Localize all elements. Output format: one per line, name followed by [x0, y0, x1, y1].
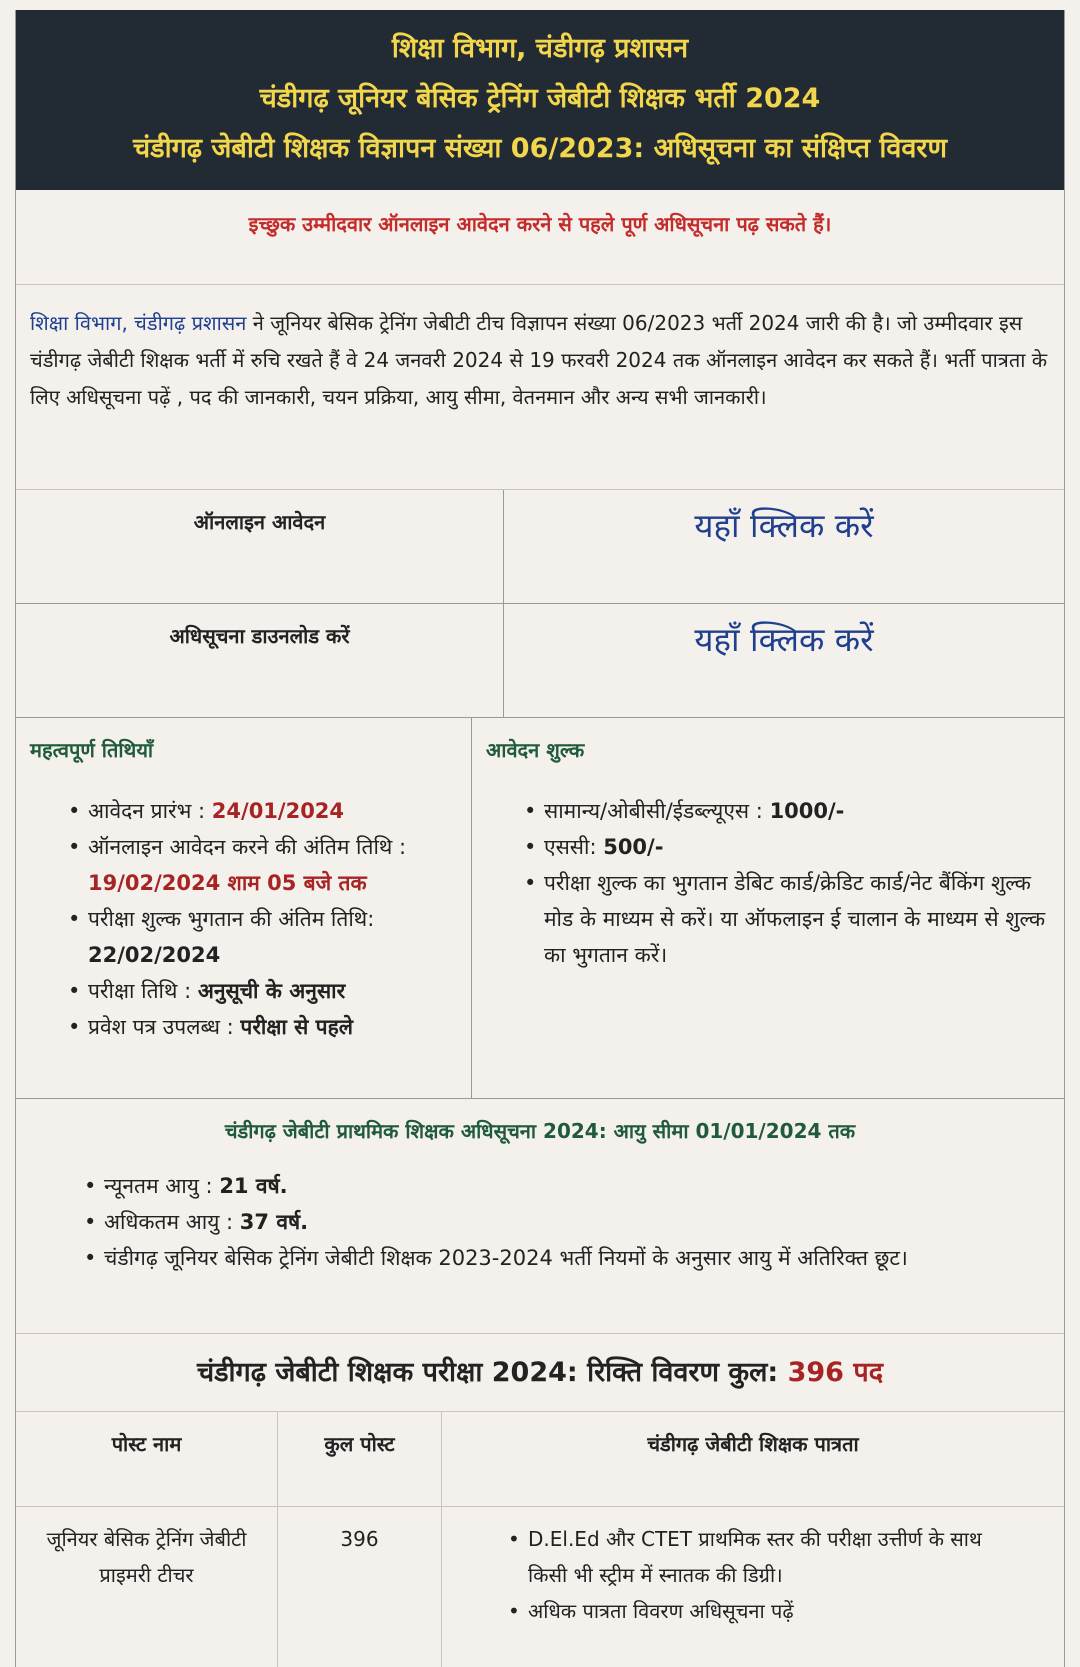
- list-item: • ऑनलाइन आवेदन करने की अंतिम तिथि : 19/02/2024 शाम 05 बजे तक: [30, 829, 457, 901]
- list-item: • परीक्षा तिथि : अनुसूची के अनुसार: [30, 973, 457, 1009]
- list-item: • अधिक पात्रता विवरण अधिसूचना पढ़ें: [442, 1593, 1024, 1629]
- age-limit-section: [16, 1099, 1064, 1334]
- intro-text: ने जूनियर बेसिक ट्रेनिंग जेबीटी टीच विज्ञापन संख्या 06/2023 भर्ती 2024 जारी की है। जो उम्मीदवार इस चंडीगढ़ जेबीटी शिक्षक भर्ती में रुचि रखते हैं वे 24 जनवरी 2024 से 19 फरवरी 2024 तक ऑनलाइन आवेदन कर सकते हैं। भर्ती पात्रता के लिए अधिसूचना पढ़ें , पद की जानकारी, चयन प्रक्रिया, आयु सीमा, वेतनमान और अन्य सभी जानकारी।: [30, 311, 1048, 409]
- column-eligibility: चंडीगढ़ जेबीटी शिक्षक पात्रता: [647, 1432, 859, 1456]
- list-item: • परीक्षा शुल्क का भुगतान डेबिट कार्ड/क्रेडिट कार्ड/नेट बैंकिंग शुल्क मोड के माध्यम से करें। या ऑफलाइन ई चालान के माध्यम से शुल्क का भुगतान करें।: [486, 865, 1050, 973]
- eligibility-list: [442, 1521, 1024, 1629]
- column-post-name: पोस्ट नाम: [16, 1412, 278, 1506]
- vacancy-table-header: [16, 1412, 1064, 1507]
- list-item: • प्रवेश पत्र उपलब्ध : परीक्षा से पहले: [30, 1009, 457, 1045]
- age-limit-list: [16, 1168, 1064, 1276]
- online-apply-row: [16, 490, 1064, 604]
- page-header: [16, 10, 1064, 190]
- application-fee-title: आवेदन शुल्क: [486, 738, 585, 762]
- table-row: [16, 1507, 1064, 1667]
- vacancy-title-text: चंडीगढ़ जेबीटी शिक्षक परीक्षा 2024: रिक्ति विवरण कुल:: [196, 1357, 788, 1388]
- total-posts-cell: 396: [278, 1507, 442, 1667]
- online-apply-link[interactable]: यहाँ क्लिक करें: [694, 506, 874, 545]
- article: [15, 10, 1065, 1667]
- application-fee: [472, 718, 1064, 1098]
- list-item: • आवेदन प्रारंभ : 24/01/2024: [30, 793, 457, 829]
- notification-download-row: [16, 604, 1064, 718]
- list-item: • अधिकतम आयु : 37 वर्ष.: [16, 1204, 1064, 1240]
- important-dates-list: [30, 793, 457, 1045]
- notice-banner: [16, 190, 1064, 285]
- list-item: • एससी: 500/-: [486, 829, 1050, 865]
- online-apply-label: ऑनलाइन आवेदन: [16, 490, 504, 603]
- application-fee-list: [486, 793, 1050, 973]
- important-dates: [16, 718, 472, 1098]
- vacancy-total: 396 पद: [787, 1357, 884, 1388]
- header-advertisement-title: चंडीगढ़ जेबीटी शिक्षक विज्ञापन संख्या 06/2023: अधिसूचना का संक्षिप्त विवरण: [132, 133, 947, 164]
- dates-fees-section: [16, 718, 1064, 1099]
- list-item: • परीक्षा शुल्क भुगतान की अंतिम तिथि: 22/02/2024: [30, 901, 457, 973]
- age-limit-title: चंडीगढ़ जेबीटी प्राथमिक शिक्षक अधिसूचना 2024: आयु सीमा 01/01/2024 तक: [224, 1119, 856, 1143]
- notification-download-link[interactable]: यहाँ क्लिक करें: [694, 620, 874, 659]
- header-recruitment-title: चंडीगढ़ जूनियर बेसिक ट्रेनिंग जेबीटी शिक्षक भर्ती 2024: [259, 83, 821, 114]
- list-item: • सामान्य/ओबीसी/ईडब्ल्यूएस : 1000/-: [486, 793, 1050, 829]
- notice-text: इच्छुक उम्मीदवार ऑनलाइन आवेदन करने से पहले पूर्ण अधिसूचना पढ़ सकते हैं।: [248, 212, 832, 236]
- notification-download-label: अधिसूचना डाउनलोड करें: [16, 604, 504, 717]
- list-item: • न्यूनतम आयु : 21 वर्ष.: [16, 1168, 1064, 1204]
- important-dates-title: महत्वपूर्ण तिथियाँ: [30, 738, 154, 762]
- eligibility-cell: [442, 1507, 1064, 1667]
- column-total-posts: कुल पोस्ट: [278, 1412, 442, 1506]
- intro-paragraph: [16, 285, 1064, 490]
- list-item: • चंडीगढ़ जूनियर बेसिक ट्रेनिंग जेबीटी शिक्षक 2023-2024 भर्ती नियमों के अनुसार आयु में अतिरिक्त छूट।: [16, 1240, 1064, 1276]
- header-department: शिक्षा विभाग, चंडीगढ़ प्रशासन: [391, 33, 689, 64]
- department-link[interactable]: शिक्षा विभाग, चंडीगढ़ प्रशासन: [30, 311, 247, 335]
- post-name-cell: जूनियर बेसिक ट्रेनिंग जेबीटी प्राइमरी टीचर: [16, 1507, 278, 1667]
- vacancy-title: [16, 1334, 1064, 1412]
- list-item: • D.El.Ed और CTET प्राथमिक स्तर की परीक्षा उत्तीर्ण के साथ किसी भी स्ट्रीम में स्नातक की डिग्री।: [442, 1521, 1024, 1593]
